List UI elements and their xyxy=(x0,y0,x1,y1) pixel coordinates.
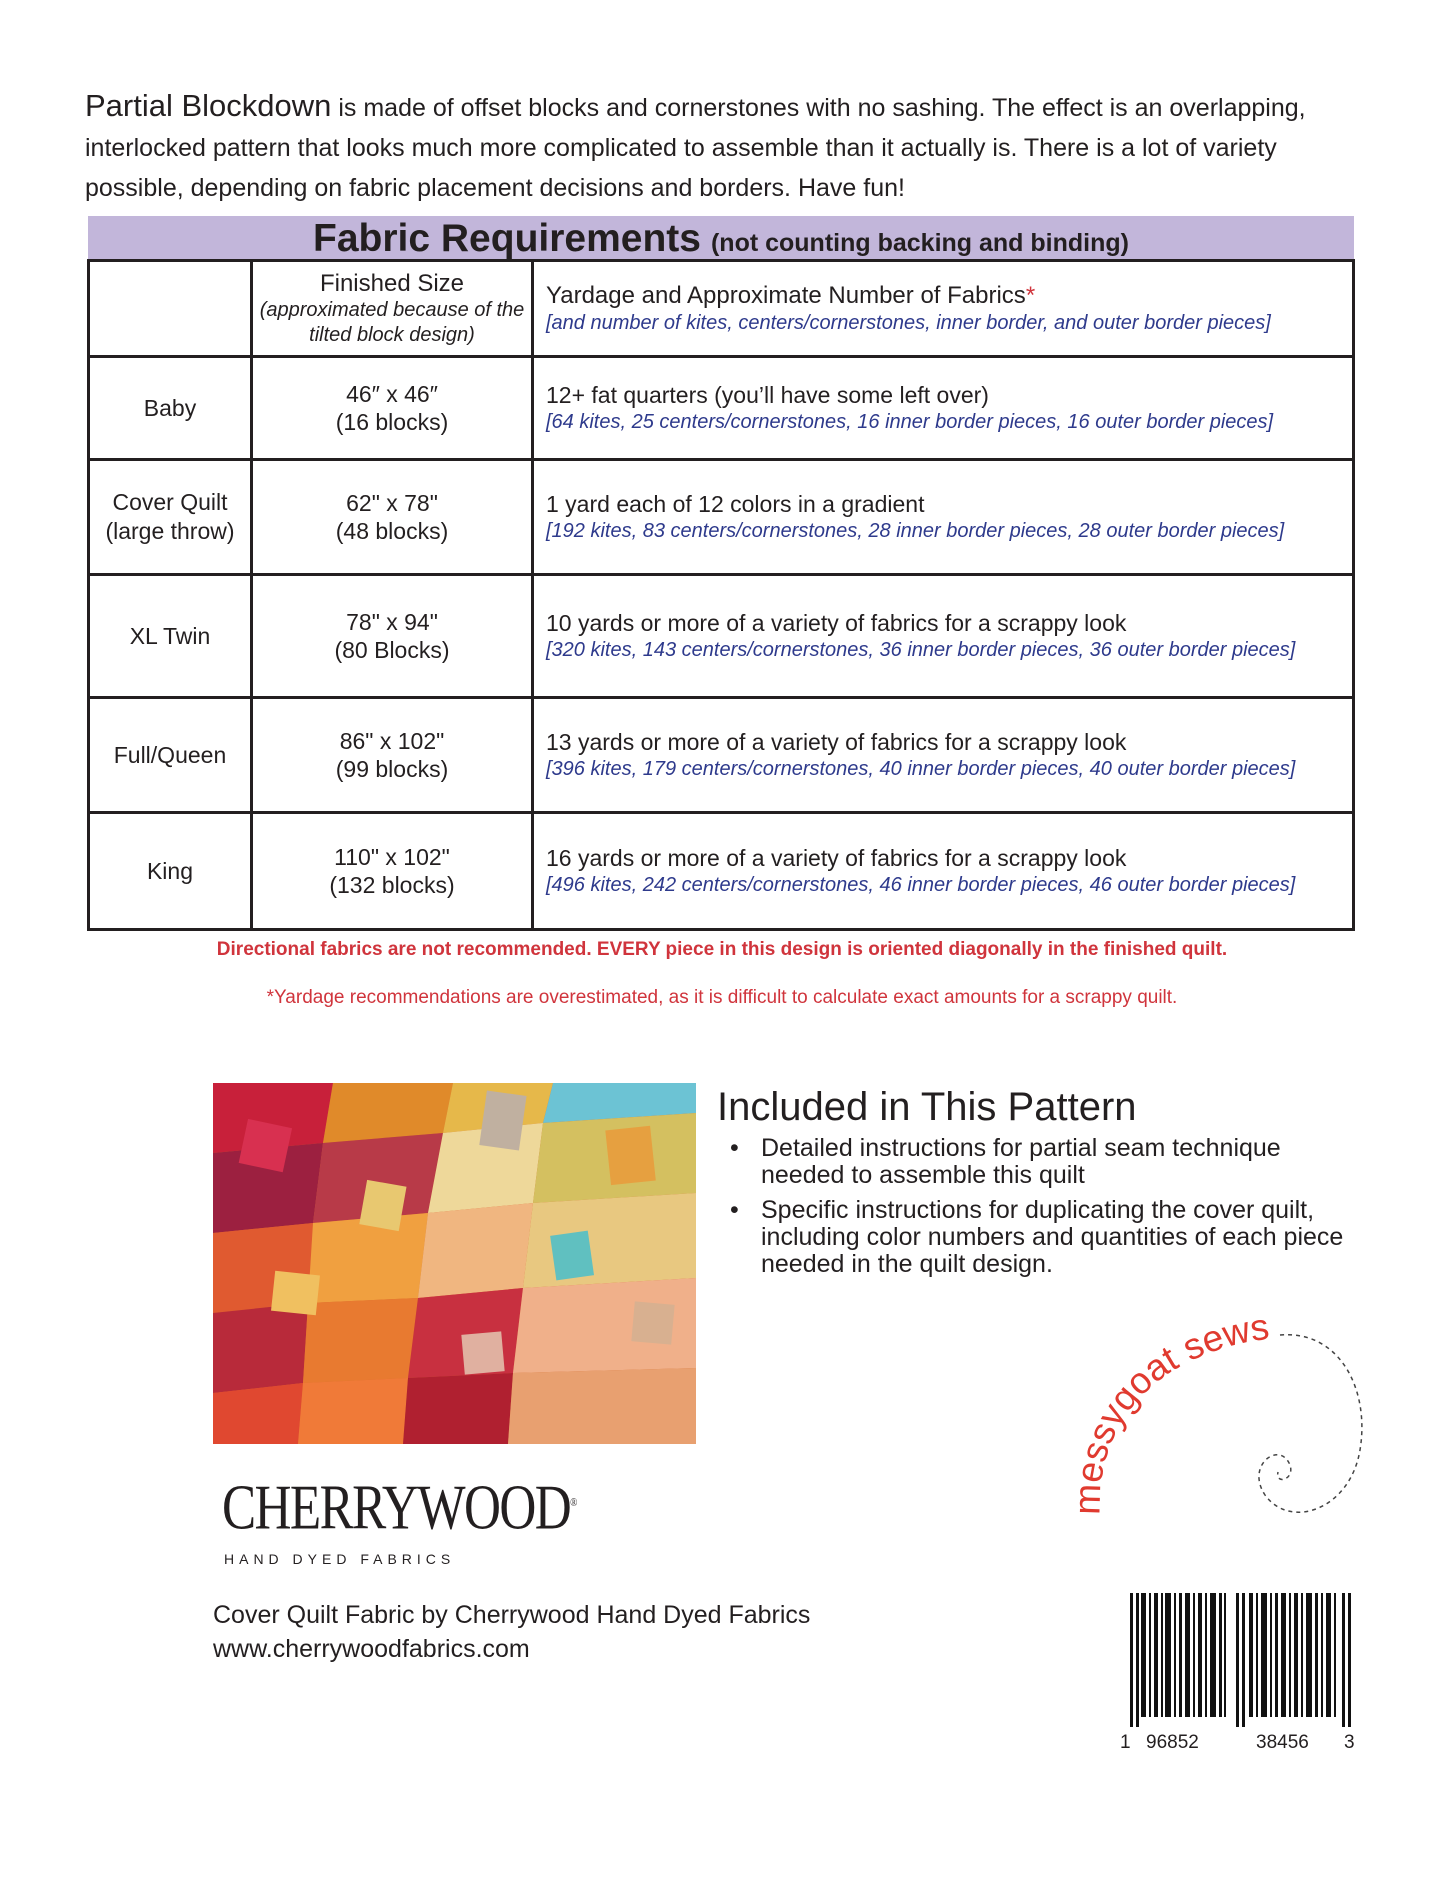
piece-counts: [64 kites, 25 centers/cornerstones, 16 inner border pieces, 16 outer border pieces] xyxy=(546,411,1274,433)
header-size-cell xyxy=(252,261,533,357)
cherrywood-subtitle: HAND DYED FABRICS xyxy=(224,1551,456,1568)
yardage: 13 yards or more of a variety of fabrics for a scrappy look xyxy=(546,729,1127,755)
size-blocks: (48 blocks) xyxy=(335,518,449,544)
size-dimensions: 46″ x 46″ xyxy=(346,381,438,407)
header-size-title: Finished Size xyxy=(319,269,465,297)
size-blocks: (80 Blocks) xyxy=(334,637,450,663)
header-yardage-sub: [and number of kites, centers/cornerstones, inner border, and outer border pieces] xyxy=(546,311,1271,334)
svg-text:messygoat sews xyxy=(1066,1306,1271,1515)
table-header-row xyxy=(89,261,1354,357)
requirements-title: Fabric Requirements xyxy=(313,217,701,260)
yardage: 1 yard each of 12 colors in a gradient xyxy=(546,491,925,517)
fabric-requirements-table xyxy=(87,259,1355,931)
piece-counts: [192 kites, 83 centers/cornerstones, 28 inner border pieces, 28 outer border pieces] xyxy=(546,520,1285,542)
registered-mark: ® xyxy=(570,1495,576,1509)
list-item: • Detailed instructions for partial seam technique needed to assemble this quilt xyxy=(722,1135,1362,1189)
piece-counts: [496 kites, 242 centers/cornerstones, 46 inner border pieces, 46 outer border pieces] xyxy=(546,874,1296,896)
size-blocks: (132 blocks) xyxy=(329,872,455,898)
table-row xyxy=(89,698,1354,813)
table-row xyxy=(89,357,1354,460)
size-dimensions: 62" x 78" xyxy=(346,490,438,516)
included-list xyxy=(722,1135,1362,1286)
barcode-digit-1: 1 xyxy=(1120,1732,1131,1753)
messygoat-text: messygoat sews xyxy=(1066,1305,1272,1516)
size-blocks: (99 blocks) xyxy=(335,756,449,782)
fabric-requirements-header xyxy=(88,216,1354,259)
table-row xyxy=(89,575,1354,698)
piece-counts: [320 kites, 143 centers/cornerstones, 36 inner border pieces, 36 outer border pieces] xyxy=(546,639,1296,661)
size-dimensions: 110" x 102" xyxy=(334,844,450,870)
requirements-title-note: (not counting backing and binding) xyxy=(710,229,1129,257)
table-row xyxy=(89,460,1354,575)
barcode-digits-3: 38456 xyxy=(1256,1732,1309,1753)
intro-paragraph xyxy=(85,86,1375,208)
header-empty-cell xyxy=(89,261,252,357)
fabric-credit xyxy=(213,1598,810,1666)
piece-counts: [396 kites, 179 centers/cornerstones, 40 inner border pieces, 40 outer border pieces] xyxy=(546,758,1296,780)
cherrywood-logo xyxy=(222,1470,664,1567)
header-yardage-cell xyxy=(533,261,1354,357)
credit-url: www.cherrywoodfabrics.com xyxy=(213,1635,530,1663)
header-yardage-asterisk: * xyxy=(1025,281,1036,309)
table-row xyxy=(89,813,1354,930)
yardage-note: *Yardage recommendations are overestimated, as it is difficult to calculate exact amounts for a scrappy quilt. xyxy=(266,987,1178,1008)
yardage: 12+ fat quarters (you’ll have some left over) xyxy=(546,382,989,408)
barcode-digit-4: 3 xyxy=(1344,1732,1355,1753)
cherrywood-name: CHERRYWOOD xyxy=(222,1471,571,1543)
size-name: Cover Quilt xyxy=(112,489,228,515)
header-yardage-title: Yardage and Approximate Number of Fabrics xyxy=(546,281,1026,309)
list-item: • Specific instructions for duplicating the cover quilt, including color numbers and quantities of each piece needed in the quilt design. xyxy=(722,1197,1362,1278)
size-name-detail: (large throw) xyxy=(105,518,235,544)
size-name: XL Twin xyxy=(129,622,211,649)
barcode-digits-2: 96852 xyxy=(1146,1732,1199,1753)
credit-line: Cover Quilt Fabric by Cherrywood Hand Dyed Fabrics xyxy=(213,1601,811,1629)
size-name: King xyxy=(146,857,194,884)
size-dimensions: 86" x 102" xyxy=(339,728,445,754)
size-dimensions: 78" x 94" xyxy=(346,609,438,635)
messygoat-sews-logo xyxy=(1050,1290,1380,1580)
yardage: 10 yards or more of a variety of fabrics for a scrappy look xyxy=(546,610,1127,636)
size-name: Baby xyxy=(143,394,197,421)
yardage: 16 yards or more of a variety of fabrics for a scrappy look xyxy=(546,845,1127,871)
cover-quilt-photo xyxy=(213,1083,696,1444)
size-name: Full/Queen xyxy=(113,741,227,768)
included-title: Included in This Pattern xyxy=(717,1085,1137,1129)
size-blocks: (16 blocks) xyxy=(335,409,449,435)
intro-text: is made of offset blocks and cornerstones with no sashing. The effect is an overlapping, interlocked pattern that looks much more complicated to assemble than it actually is. There is a lot of variety possible, depending on fabric placement decisions and borders. Have fun! xyxy=(85,94,1306,202)
directional-fabric-note: Directional fabrics are not recommended. EVERY piece in this design is oriented diagonally in the finished quilt. xyxy=(216,939,1228,960)
barcode xyxy=(1128,1593,1354,1727)
header-size-sub: (approximated because of the tilted block design) xyxy=(259,298,525,346)
pattern-name: Partial Blockdown xyxy=(85,88,332,123)
